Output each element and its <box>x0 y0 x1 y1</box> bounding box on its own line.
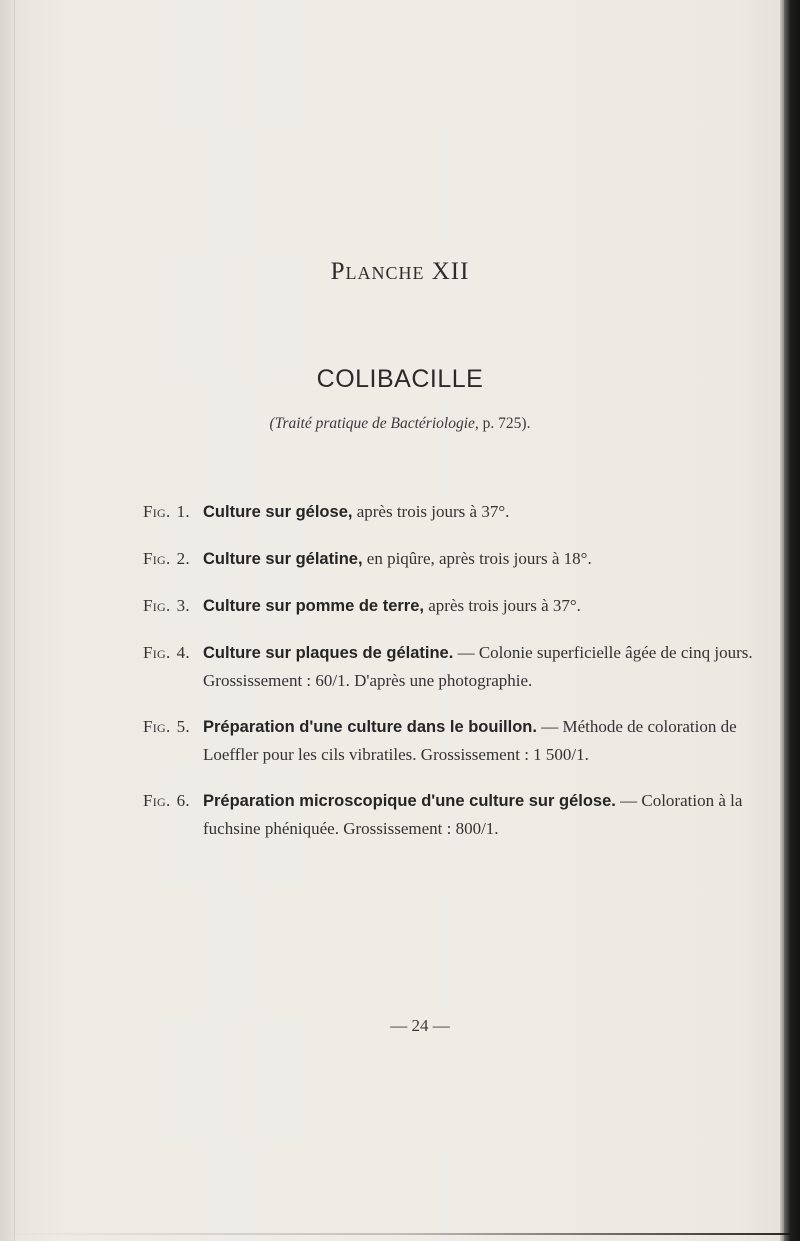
figure-label: Fig. 2. <box>143 549 190 568</box>
figure-list <box>143 498 753 842</box>
figure-title: Culture sur pomme de terre, <box>203 597 424 615</box>
page-number: — 24 — <box>390 1016 450 1035</box>
figure-label: Fig. 3. <box>143 596 190 615</box>
page-left-edge <box>0 0 15 1241</box>
figure-item <box>143 592 753 620</box>
figure-title: Culture sur plaques de gélatine. <box>203 644 454 662</box>
source-page-ref: p. 725). <box>482 415 531 432</box>
book-binding <box>784 0 800 1241</box>
figure-description: après trois jours à 37°. <box>352 502 510 521</box>
figure-description: en piqûre, après trois jours à 18°. <box>362 549 592 568</box>
figure-description: — Méthode de coloration de Loeffler pour les cils vibratiles. Grossissement : 1 500/1. <box>203 717 737 764</box>
main-title: COLIBACILLE <box>316 365 484 393</box>
figure-description: — Colonie superficielle âgée de cinq jours. Grossissement : 60/1. D'après une photographie. <box>203 643 753 690</box>
figure-title: Préparation microscopique d'une culture sur gélose. <box>203 792 616 810</box>
source-reference <box>0 415 800 433</box>
figure-label: Fig. 5. <box>143 717 190 736</box>
figure-title: Préparation d'une culture dans le bouillon. <box>203 718 537 736</box>
figure-label: Fig. 1. <box>143 502 190 521</box>
figure-item <box>143 545 753 573</box>
figure-description: — Coloration à la fuchsine phéniquée. Grossissement : 800/1. <box>203 791 743 838</box>
figure-title: Culture sur gélose, <box>203 503 353 521</box>
plate-title: Planche XII <box>330 258 470 285</box>
source-book-title: (Traité pratique de Bactériologie, <box>269 415 479 432</box>
figure-description: après trois jours à 37°. <box>423 596 581 615</box>
figure-title: Culture sur gélatine, <box>203 550 363 568</box>
figure-item <box>143 787 753 842</box>
bottom-edge-line <box>0 1233 790 1235</box>
figure-item <box>143 498 753 526</box>
figure-item <box>143 639 753 694</box>
figure-item <box>143 713 753 768</box>
figure-label: Fig. 6. <box>143 791 190 810</box>
figure-label: Fig. 4. <box>143 643 190 662</box>
